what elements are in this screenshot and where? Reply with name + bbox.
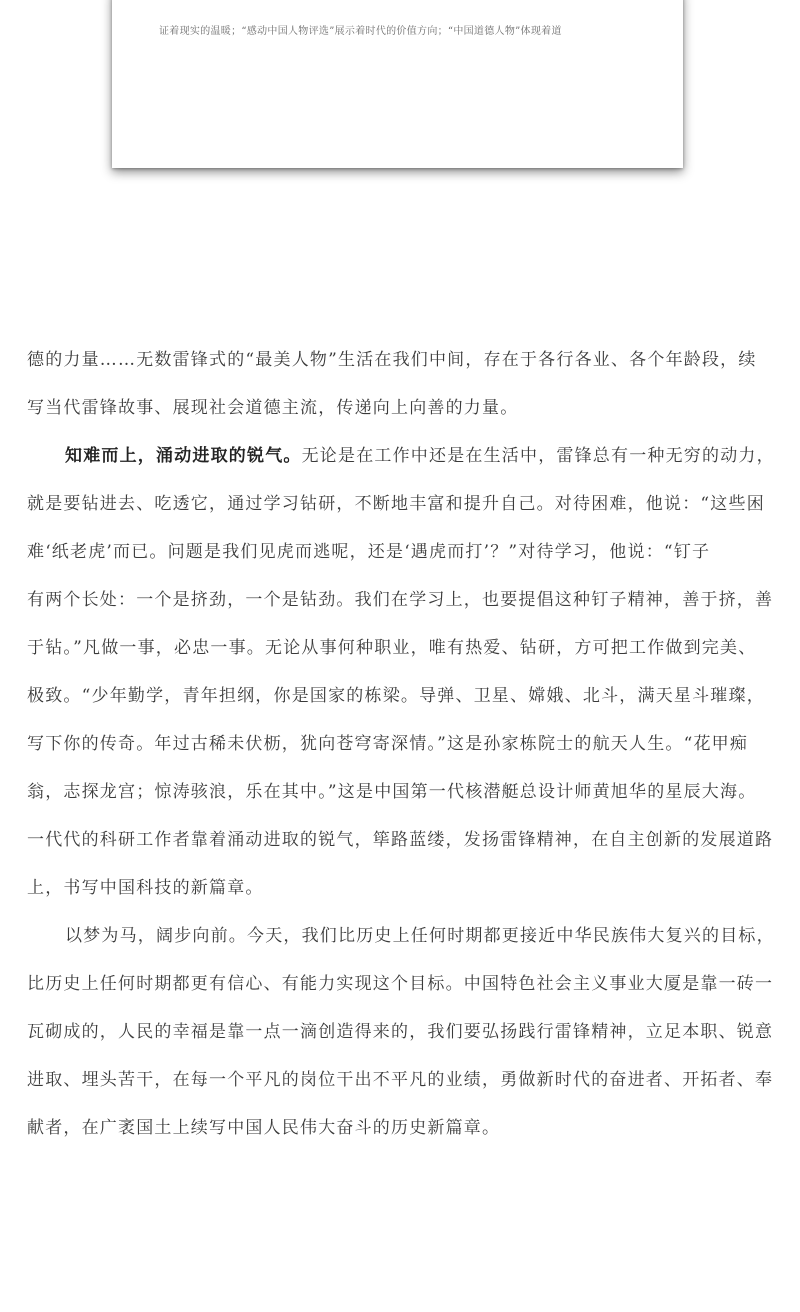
paragraph-heading: 知难而上，涌动进取的锐气。 bbox=[65, 446, 302, 466]
article-line: 德的力量……无数雷锋式的“最美人物”生活在我们中间，存在于各行各业、各个年龄段，续 bbox=[27, 350, 757, 370]
article-line: 于钻。”凡做一事，必忠一事。无论从事何种职业，唯有热爱、钻研，方可把工作做到完美、 bbox=[27, 638, 757, 658]
article-line: 有两个长处：一个是挤劲，一个是钻劲。我们在学习上，也要提倡这种钉子精神，善于挤，善 bbox=[27, 590, 774, 610]
article-line: 难‘纸老虎’而已。问题是我们见虎而逃呢，还是‘遇虎而打’？”对待学习，他说：“钉子 bbox=[27, 542, 711, 562]
preview-text-line: 证着现实的温暖；“感动中国人物评选”展示着时代的价值方向；“中国道德人物”体现着道 bbox=[159, 26, 562, 37]
article-line: 瓦砌成的，人民的幸福是靠一点一滴创造得来的，我们要弘扬践行雷锋精神，立足本职、锐意 bbox=[27, 1022, 774, 1042]
article-line: 极致。“少年勤学，青年担纲，你是国家的栋梁。导弹、卫星、嫦娥、北斗，满天星斗璀璨， bbox=[27, 686, 765, 706]
article-line: 写当代雷锋故事、展现社会道德主流，传递向上向善的力量。 bbox=[27, 398, 519, 418]
article-line bbox=[27, 432, 775, 480]
preview-text-line bbox=[159, 0, 572, 1]
article-line: 就是要钻进去、吃透它，通过学习钻研，不断地丰富和提升自己。对待困难，他说：“这些困 bbox=[27, 494, 765, 514]
article-line: 翁，志探龙宫；惊涛骇浪，乐在其中。”这是中国第一代核潜艇总设计师黄旭华的星辰大海。 bbox=[27, 782, 757, 802]
article-line: 比历史上任何时期都更有信心、有能力实现这个目标。中国特色社会主义事业大厦是靠一砖一 bbox=[27, 974, 774, 994]
article-line: 写下你的传奇。年过古稀未伏枥，犹向苍穹寄深情。”这是孙家栋院士的航天人生。“花甲痴 bbox=[27, 734, 749, 754]
article-line: 进取、埋头苦干，在每一个平凡的岗位干出不平凡的业绩，勇做新时代的奋进者、开拓者、奉 bbox=[27, 1070, 774, 1090]
document-preview-card[interactable] bbox=[112, 0, 683, 168]
article-body bbox=[27, 336, 775, 1152]
article-line: 献者，在广袤国土上续写中国人民伟大奋斗的历史新篇章。 bbox=[27, 1118, 501, 1138]
article-text: 无论是在工作中还是在生活中，雷锋总有一种无穷的动力， bbox=[301, 446, 775, 466]
article-line: 上，书写中国科技的新篇章。 bbox=[27, 878, 264, 898]
article-line: 以梦为马，阔步向前。今天，我们比历史上任何时期都更接近中华民族伟大复兴的目标， bbox=[65, 926, 775, 946]
article-line: 一代代的科研工作者靠着涌动进取的锐气，筚路蓝缕，发扬雷锋精神，在自主创新的发展道路 bbox=[27, 830, 774, 850]
